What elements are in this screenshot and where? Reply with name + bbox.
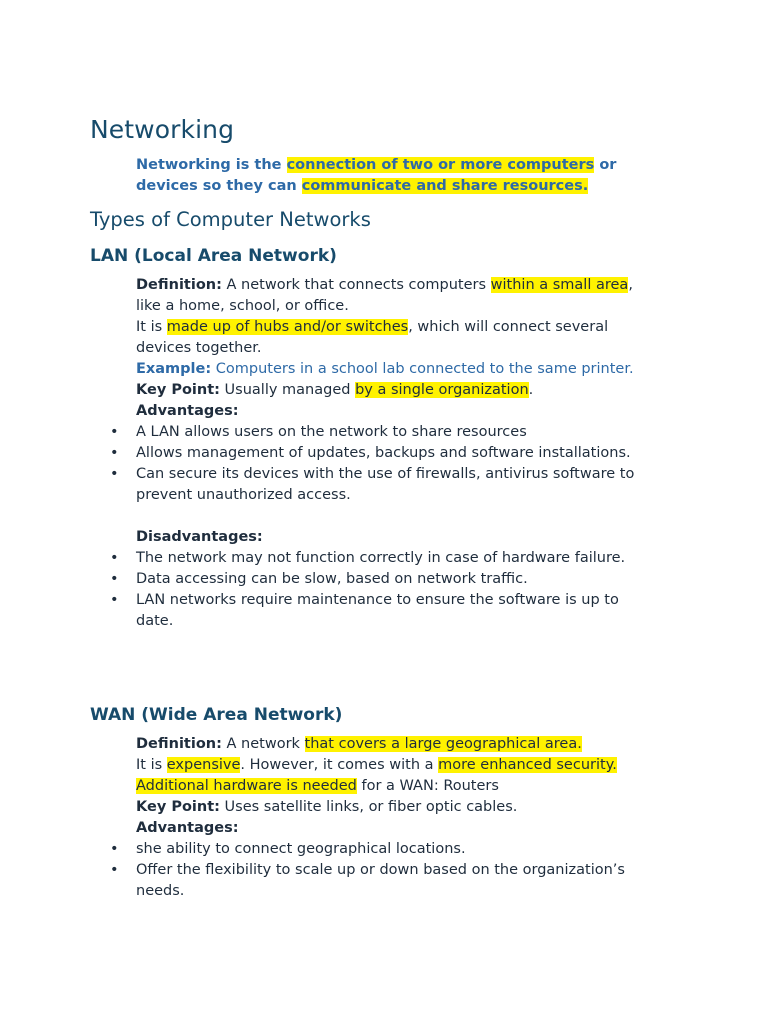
wan-hardware xyxy=(136,776,499,797)
bullet: • xyxy=(110,424,119,440)
text: A network xyxy=(221,736,305,752)
list-item: Can secure its devices with the use of firewalls, antivirus software to xyxy=(136,466,635,482)
text: It is xyxy=(136,319,167,335)
highlight: made up of hubs and/or switches xyxy=(166,319,409,335)
wan-key-point xyxy=(136,797,517,818)
list-item-continued: prevent unauthorized access. xyxy=(136,487,351,503)
bullet: • xyxy=(110,466,119,482)
label: Example: xyxy=(136,361,212,377)
text: , which will connect several xyxy=(408,319,609,335)
page-title: Networking xyxy=(90,115,235,144)
lan-key-point xyxy=(136,380,533,401)
text: . xyxy=(528,382,534,398)
wan-advantages-label xyxy=(136,818,239,839)
bullet: • xyxy=(110,550,119,566)
intro-text: or xyxy=(594,157,617,173)
wan-cost xyxy=(136,755,617,776)
lan-definition-line2: like a home, school, or office. xyxy=(136,298,349,314)
intro-text: Networking is the xyxy=(136,157,287,173)
section-title: Types of Computer Networks xyxy=(90,208,371,231)
bullet: • xyxy=(110,445,119,461)
bullet: • xyxy=(110,862,119,878)
list-item-continued: date. xyxy=(136,613,174,629)
lan-advantages-label xyxy=(136,401,239,422)
highlight: more enhanced security. xyxy=(438,757,617,773)
bullet: • xyxy=(110,841,119,857)
lan-definition xyxy=(136,275,633,296)
list-item: Data accessing can be slow, based on network traffic. xyxy=(136,571,528,587)
text: A network that connects computers xyxy=(221,277,491,293)
list-item-continued: needs. xyxy=(136,883,185,899)
intro-highlight: communicate and share resources. xyxy=(301,178,589,194)
label: Disadvantages: xyxy=(136,529,263,545)
highlight: expensive xyxy=(166,757,241,773)
wan-definition xyxy=(136,734,582,755)
lan-composition-line2: devices together. xyxy=(136,340,262,356)
intro-highlight: connection of two or more computers xyxy=(286,157,595,173)
list-item: The network may not function correctly in case of hardware failure. xyxy=(136,550,626,566)
highlight: Additional hardware is needed xyxy=(136,778,357,794)
text: Usually managed xyxy=(219,382,356,398)
highlight: by a single organization xyxy=(355,382,529,398)
text: Uses satellite links, or fiber optic cables. xyxy=(219,799,518,815)
text: It is xyxy=(136,757,167,773)
list-item: Allows management of updates, backups and software installations. xyxy=(136,445,631,461)
label: Key Point: xyxy=(136,799,220,815)
label: Advantages: xyxy=(136,403,239,419)
intro-text: devices so they can xyxy=(136,178,302,194)
list-item: A LAN allows users on the network to share resources xyxy=(136,424,527,440)
wan-heading: WAN (Wide Area Network) xyxy=(90,705,343,725)
highlight: within a small area xyxy=(490,277,629,293)
text: . However, it comes with a xyxy=(240,757,439,773)
lan-disadvantages-label xyxy=(136,527,263,548)
label: Definition: xyxy=(136,277,222,293)
highlight: that covers a large geographical area. xyxy=(304,736,582,752)
list-item: LAN networks require maintenance to ensure the software is up to xyxy=(136,592,619,608)
bullet: • xyxy=(110,571,119,587)
label: Advantages: xyxy=(136,820,239,836)
lan-heading: LAN (Local Area Network) xyxy=(90,246,337,266)
intro-line-1 xyxy=(136,155,616,176)
text: Computers in a school lab connected to the same printer. xyxy=(211,361,634,377)
text: , xyxy=(628,277,633,293)
label: Key Point: xyxy=(136,382,220,398)
lan-composition xyxy=(136,317,608,338)
text: for a WAN: Routers xyxy=(356,778,499,794)
intro-line-2 xyxy=(136,176,588,197)
label: Definition: xyxy=(136,736,222,752)
bullet: • xyxy=(110,592,119,608)
list-item: she ability to connect geographical locations. xyxy=(136,841,466,857)
list-item: Offer the flexibility to scale up or down based on the organization’s xyxy=(136,862,625,878)
lan-example xyxy=(136,359,634,380)
